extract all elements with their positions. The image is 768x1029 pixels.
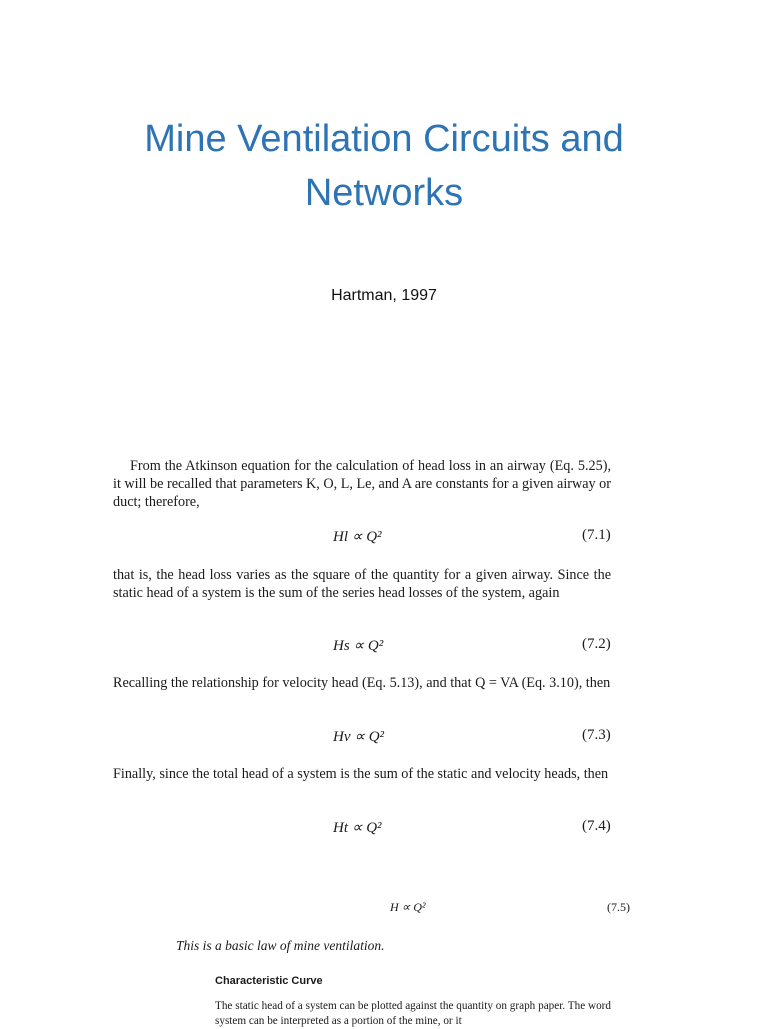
equation-7-5 xyxy=(0,900,768,920)
slide-title-line-1: Mine Ventilation Circuits and xyxy=(144,118,624,160)
equation-number: (7.3) xyxy=(582,727,611,743)
equation-expression: Hv ∝ Q² xyxy=(333,729,385,745)
paragraph-head-loss: that is, the head loss varies as the square of the quantity for a given airway. Since the static head of a system is the sum of the series head losses of the system, again xyxy=(113,567,611,601)
equation-7-2 xyxy=(0,636,768,656)
equation-7-3 xyxy=(0,727,768,747)
equation-number: (7.5) xyxy=(607,900,630,914)
section-heading: Characteristic Curve xyxy=(215,975,323,987)
equation-expression: Ht ∝ Q² xyxy=(333,820,382,836)
equation-number: (7.2) xyxy=(582,636,611,652)
paragraph-atkinson: From the Atkinson equation for the calculation of head loss in an airway (Eq. 5.25), it will be recalled that parameters K, O, L, Le, and A are constants for a given airway or duct; therefore, xyxy=(113,458,611,510)
paragraph-characteristic-curve: The static head of a system can be plotted against the quantity on graph paper. The word system can be interpreted as a portion of the mine, or it xyxy=(215,1000,611,1027)
equation-number: (7.1) xyxy=(582,527,611,543)
equation-expression: Hs ∝ Q² xyxy=(333,638,384,654)
equation-number: (7.4) xyxy=(582,818,611,834)
equation-7-4 xyxy=(0,818,768,838)
slide-title-line-2: Networks xyxy=(304,172,464,214)
paragraph-total-head: Finally, since the total head of a system is the sum of the static and velocity heads, then xyxy=(113,766,609,782)
basic-law-statement: This is a basic law of mine ventilation. xyxy=(176,938,385,953)
paragraph-velocity-head: Recalling the relationship for velocity head (Eq. 5.13), and that Q = VA (Eq. 3.10), then xyxy=(113,675,611,691)
slide-subtitle: Hartman, 1997 xyxy=(331,287,437,304)
equation-expression: Hl ∝ Q² xyxy=(333,529,382,545)
equation-7-1 xyxy=(0,527,768,547)
slide-title xyxy=(0,112,768,220)
equation-expression: H ∝ Q² xyxy=(390,900,426,914)
